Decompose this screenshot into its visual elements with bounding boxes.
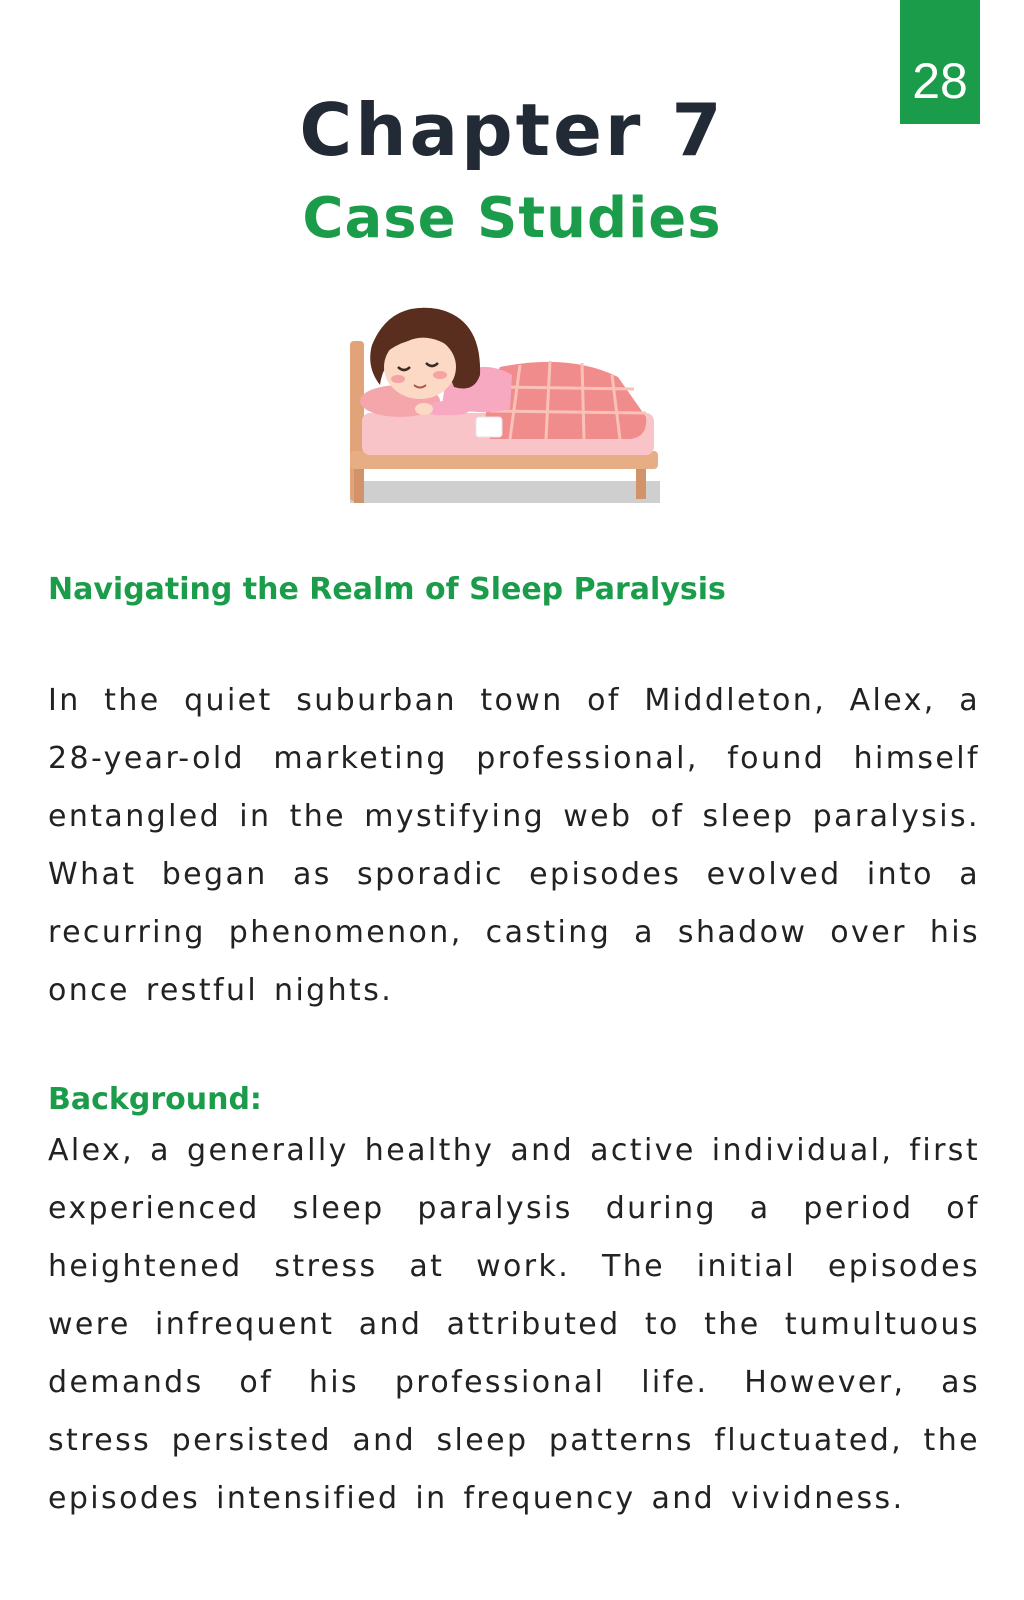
hand xyxy=(415,403,433,415)
sheet-fold xyxy=(476,417,502,437)
floor-shadow xyxy=(350,481,660,503)
intro-paragraph: In the quiet suburban town of Middleton, Alex, a 28-year-old marketing professional, found himself entangled in the mystifying web of sleep paralysis. What began as sporadic episodes evolved into a recurring phenomenon, casting a shadow over his once restful nights. xyxy=(48,683,980,1008)
page-number: 28 xyxy=(912,53,968,109)
sleeping-girl-in-bed-illustration xyxy=(350,305,680,525)
chapter-title: Chapter 7 xyxy=(299,88,725,172)
background-paragraph: Alex, a generally healthy and active individual, first experienced sleep paralysis during a period of heightened stress at work. The initial episodes were infrequent and attributed to the tumultuous demands of his professional life. However, as stress persisted and sleep patterns fluctuated, the episodes intensified in frequency and vividness. xyxy=(48,1133,980,1516)
blush-left xyxy=(391,375,405,383)
section-heading: Navigating the Realm of Sleep Paralysis xyxy=(48,572,726,607)
background-heading: Background: xyxy=(48,1082,262,1117)
blush-right xyxy=(433,371,447,379)
chapter-subtitle: Case Studies xyxy=(302,186,722,251)
